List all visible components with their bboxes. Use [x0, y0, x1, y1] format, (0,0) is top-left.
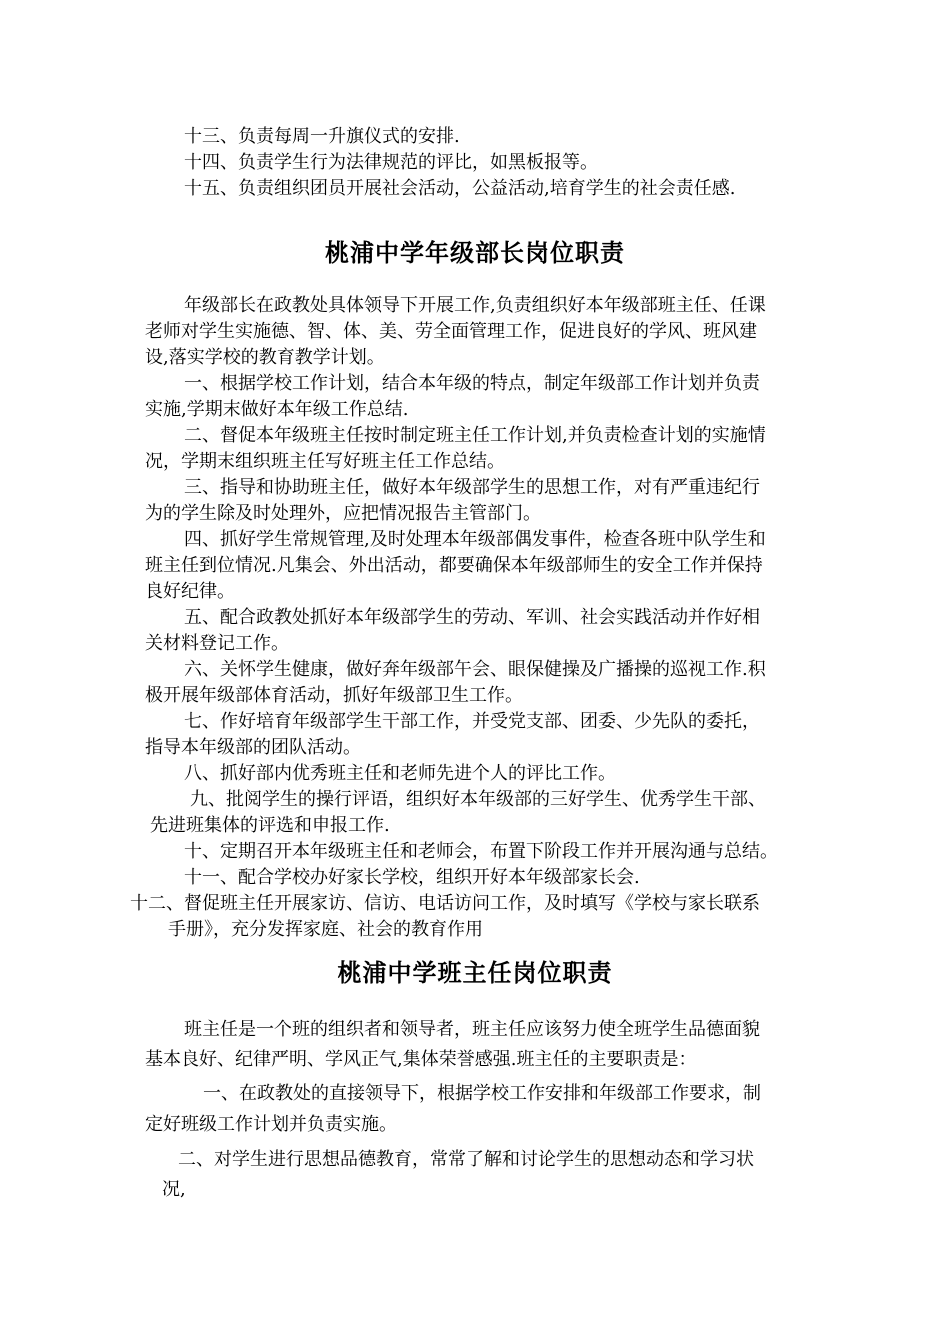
paragraph-line: 定好班级工作计划并负责实施。 [145, 1114, 397, 1135]
paragraph-line: 指导本年级部的团队活动。 [145, 737, 361, 758]
paragraph-line: 一、在政教处的直接领导下，根据学校工作安排和年级部工作要求，制 [203, 1083, 761, 1104]
paragraph-line: 况，学期末组织班主任写好班主任工作总结。 [145, 451, 505, 472]
section-title: 桃浦中学班主任岗位职责 [337, 959, 613, 987]
paragraph-line: 班主任是一个班的组织者和领导者，班主任应该努力使全班学生品德面貌 [184, 1019, 760, 1040]
paragraph-line: 良好纪律。 [145, 581, 235, 602]
paragraph-line: 五、配合政教处抓好本年级部学生的劳动、军训、社会实践活动并作好相 [184, 607, 760, 628]
paragraph-line: 老师对学生实施德、智、体、美、劳全面管理工作，促进良好的学风、班风建 [145, 321, 757, 342]
paragraph-line: 手册》，充分发挥家庭、社会的教育作用 [168, 919, 483, 940]
paragraph-line: 极开展年级部体育活动，抓好年级部卫生工作。 [145, 685, 523, 706]
paragraph-line: 况, [162, 1179, 186, 1200]
paragraph-line: 先进班集体的评选和申报工作. [150, 815, 390, 836]
paragraph-line: 十二、督促班主任开展家访、信访、电话访问工作，及时填写《学校与家长联系 [130, 893, 760, 914]
paragraph-line: 十、定期召开本年级班主任和老师会，布置下阶段工作并开展沟通与总结。 [184, 841, 778, 862]
paragraph-line: 基本良好、纪律严明、学风正气,集体荣誉感强.班主任的主要职责是： [145, 1049, 697, 1070]
paragraph-line: 六、关怀学生健康，做好奔年级部午会、眼保健操及广播操的巡视工作.积 [184, 659, 766, 680]
paragraph-line: 关材料登记工作。 [145, 633, 289, 654]
paragraph-line: 一、根据学校工作计划，结合本年级的特点，制定年级部工作计划并负责 [184, 373, 760, 394]
list-item: 十四、负责学生行为法律规范的评比，如黑板报等。 [184, 152, 598, 173]
paragraph-line: 实施,学期末做好本年级工作总结. [145, 399, 409, 420]
paragraph-line: 十一、配合学校办好家长学校，组织开好本年级部家长会. [184, 867, 640, 888]
paragraph-line: 三、指导和协助班主任，做好本年级部学生的思想工作，对有严重违纪行 [184, 477, 760, 498]
list-item: 十五、负责组织团员开展社会活动，公益活动,培育学生的社会责任感. [184, 178, 736, 199]
paragraph-line: 为的学生除及时处理外，应把情况报告主管部门。 [145, 503, 541, 524]
paragraph-line: 七、作好培育年级部学生干部工作，并受党支部、团委、少先队的委托， [184, 711, 760, 732]
paragraph-line: 二、对学生进行思想品德教育，常常了解和讨论学生的思想动态和学习状 [178, 1149, 754, 1170]
paragraph-line: 九、批阅学生的操行评语，组织好本年级部的三好学生、优秀学生干部、 [190, 789, 766, 810]
paragraph-line: 设,落实学校的教育教学计划。 [145, 347, 385, 368]
paragraph-line: 班主任到位情况.凡集会、外出活动，都要确保本年级部师生的安全工作并保持 [145, 555, 763, 576]
list-item: 十三、负责每周一升旗仪式的安排. [184, 126, 460, 147]
paragraph-line: 四、抓好学生常规管理,及时处理本年级部偶发事件，检查各班中队学生和 [184, 529, 766, 550]
paragraph-line: 二、督促本年级班主任按时制定班主任工作计划,并负责检查计划的实施情 [184, 425, 766, 446]
paragraph-line: 八、抓好部内优秀班主任和老师先进个人的评比工作。 [184, 763, 616, 784]
paragraph-line: 年级部长在政教处具体领导下开展工作,负责组织好本年级部班主任、任课 [184, 295, 766, 316]
section-title: 桃浦中学年级部长岗位职责 [325, 239, 625, 267]
